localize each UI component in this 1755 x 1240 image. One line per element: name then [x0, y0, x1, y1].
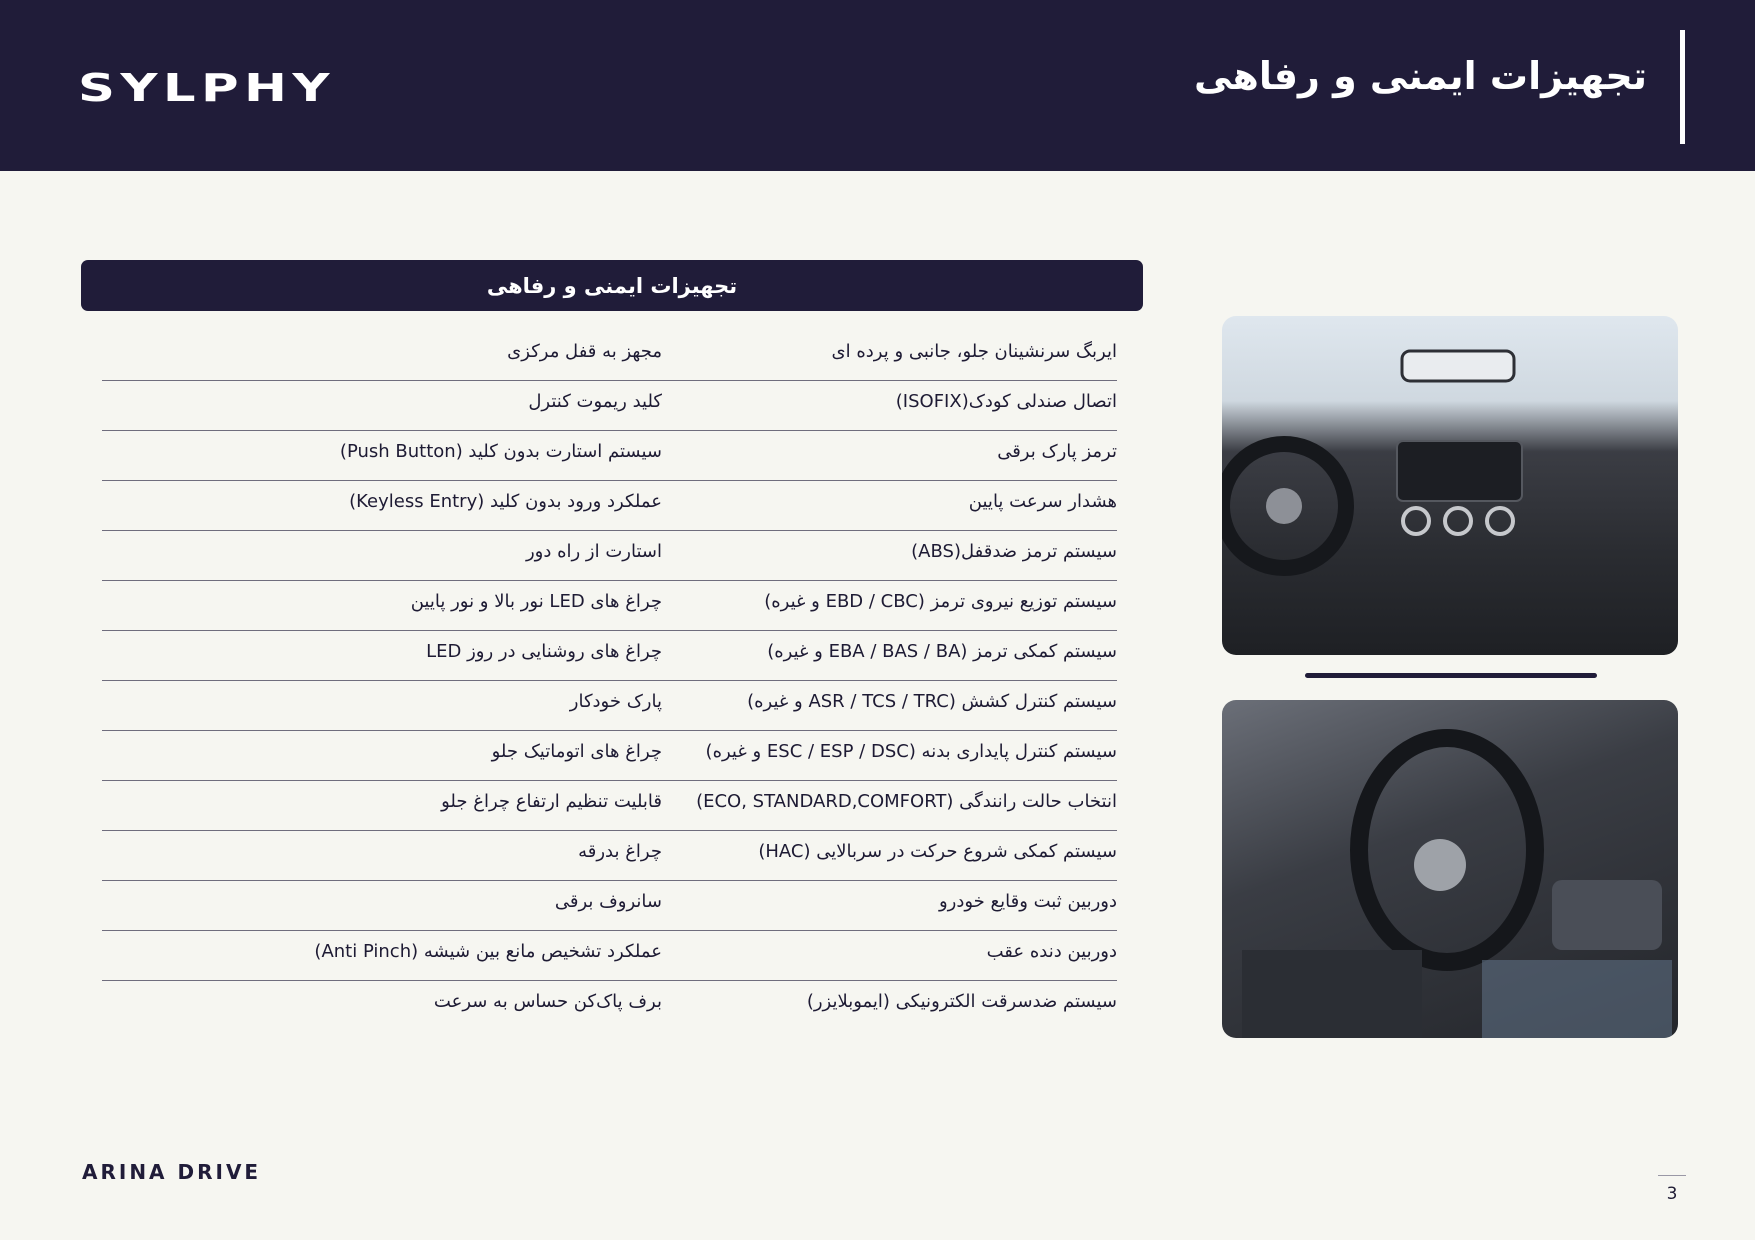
feature-right: ترمز پارک برقی [997, 441, 1117, 462]
title-accent-bar [1680, 30, 1685, 144]
feature-left: چراغ های اتوماتیک جلو [491, 741, 662, 762]
feature-right: اتصال صندلی کودک(ISOFIX) [895, 391, 1117, 412]
footer-logo: ARINA DRIVE [82, 1160, 262, 1184]
interior-illustration [1222, 700, 1678, 1038]
table-row [102, 531, 1117, 581]
feature-left: قابلیت تنظیم ارتفاع چراغ جلو [441, 791, 662, 812]
table-row [102, 631, 1117, 681]
brand-logo: SYLPHY [78, 66, 335, 110]
table-row [102, 481, 1117, 531]
table-row [102, 881, 1117, 931]
feature-left: چراغ بدرقه [578, 841, 662, 862]
page-number: 3 [1658, 1175, 1686, 1204]
photo-divider [1305, 673, 1597, 678]
feature-right: سیستم ترمز ضدقفل(ABS) [911, 541, 1117, 562]
feature-right: سیستم ضدسرقت الکترونیکی (ایموبلایزر) [806, 991, 1117, 1012]
table-row [102, 931, 1117, 981]
feature-right: سیستم کمکی شروع حرکت در سربالایی (HAC) [758, 841, 1117, 862]
table-row [102, 581, 1117, 631]
features-table [102, 331, 1117, 1030]
table-row [102, 681, 1117, 731]
table-row [102, 431, 1117, 481]
page-title: تجهیزات ایمنی و رفاهی [1194, 54, 1647, 98]
table-row [102, 981, 1117, 1030]
feature-left: پارک خودکار [569, 691, 662, 712]
feature-right: دوربین ثبت وقایع خودرو [938, 891, 1117, 912]
table-row [102, 831, 1117, 881]
table-row [102, 731, 1117, 781]
feature-right: هشدار سرعت پایین [968, 491, 1117, 512]
feature-right: سیستم کمکی ترمز (EBA / BAS / BA و غیره) [767, 641, 1117, 662]
feature-left: سانروف برقی [554, 891, 662, 912]
feature-left: کلید ریموت کنترل [528, 391, 662, 412]
feature-right: ایربگ سرنشینان جلو، جانبی و پرده ای [831, 341, 1117, 362]
dashboard-photo [1222, 316, 1678, 655]
table-title: تجهیزات ایمنی و رفاهی [81, 260, 1143, 311]
table-row [102, 331, 1117, 381]
table-row [102, 781, 1117, 831]
feature-right: دوربین دنده عقب [986, 941, 1117, 962]
table-row [102, 381, 1117, 431]
interior-photo [1222, 700, 1678, 1038]
feature-left: عملکرد ورود بدون کلید (Keyless Entry) [349, 491, 662, 512]
feature-right: سیستم کنترل کشش (ASR / TCS / TRC و غیره) [747, 691, 1117, 712]
feature-left: استارت از راه دور [525, 541, 662, 562]
feature-left: سیستم استارت بدون کلید (Push Button) [339, 441, 662, 462]
feature-left: چراغ های LED نور بالا و نور پایین [410, 591, 662, 612]
dashboard-illustration [1222, 316, 1678, 655]
feature-right: سیستم کنترل پایداری بدنه (ESC / ESP / DSC و غیره) [705, 741, 1117, 762]
header-banner [0, 0, 1755, 171]
feature-right: انتخاب حالت رانندگی (ECO, STANDARD,COMFORT) [696, 791, 1117, 812]
feature-right: سیستم توزیع نیروی ترمز (EBD / CBC و غیره) [764, 591, 1117, 612]
feature-left: عملکرد تشخیص مانع بین شیشه (Anti Pinch) [314, 941, 662, 962]
feature-left: برف پاک‌کن حساس به سرعت [433, 991, 662, 1012]
feature-left: مجهز به قفل مرکزی [507, 341, 662, 362]
feature-left: چراغ های روشنایی در روز LED [426, 641, 662, 662]
